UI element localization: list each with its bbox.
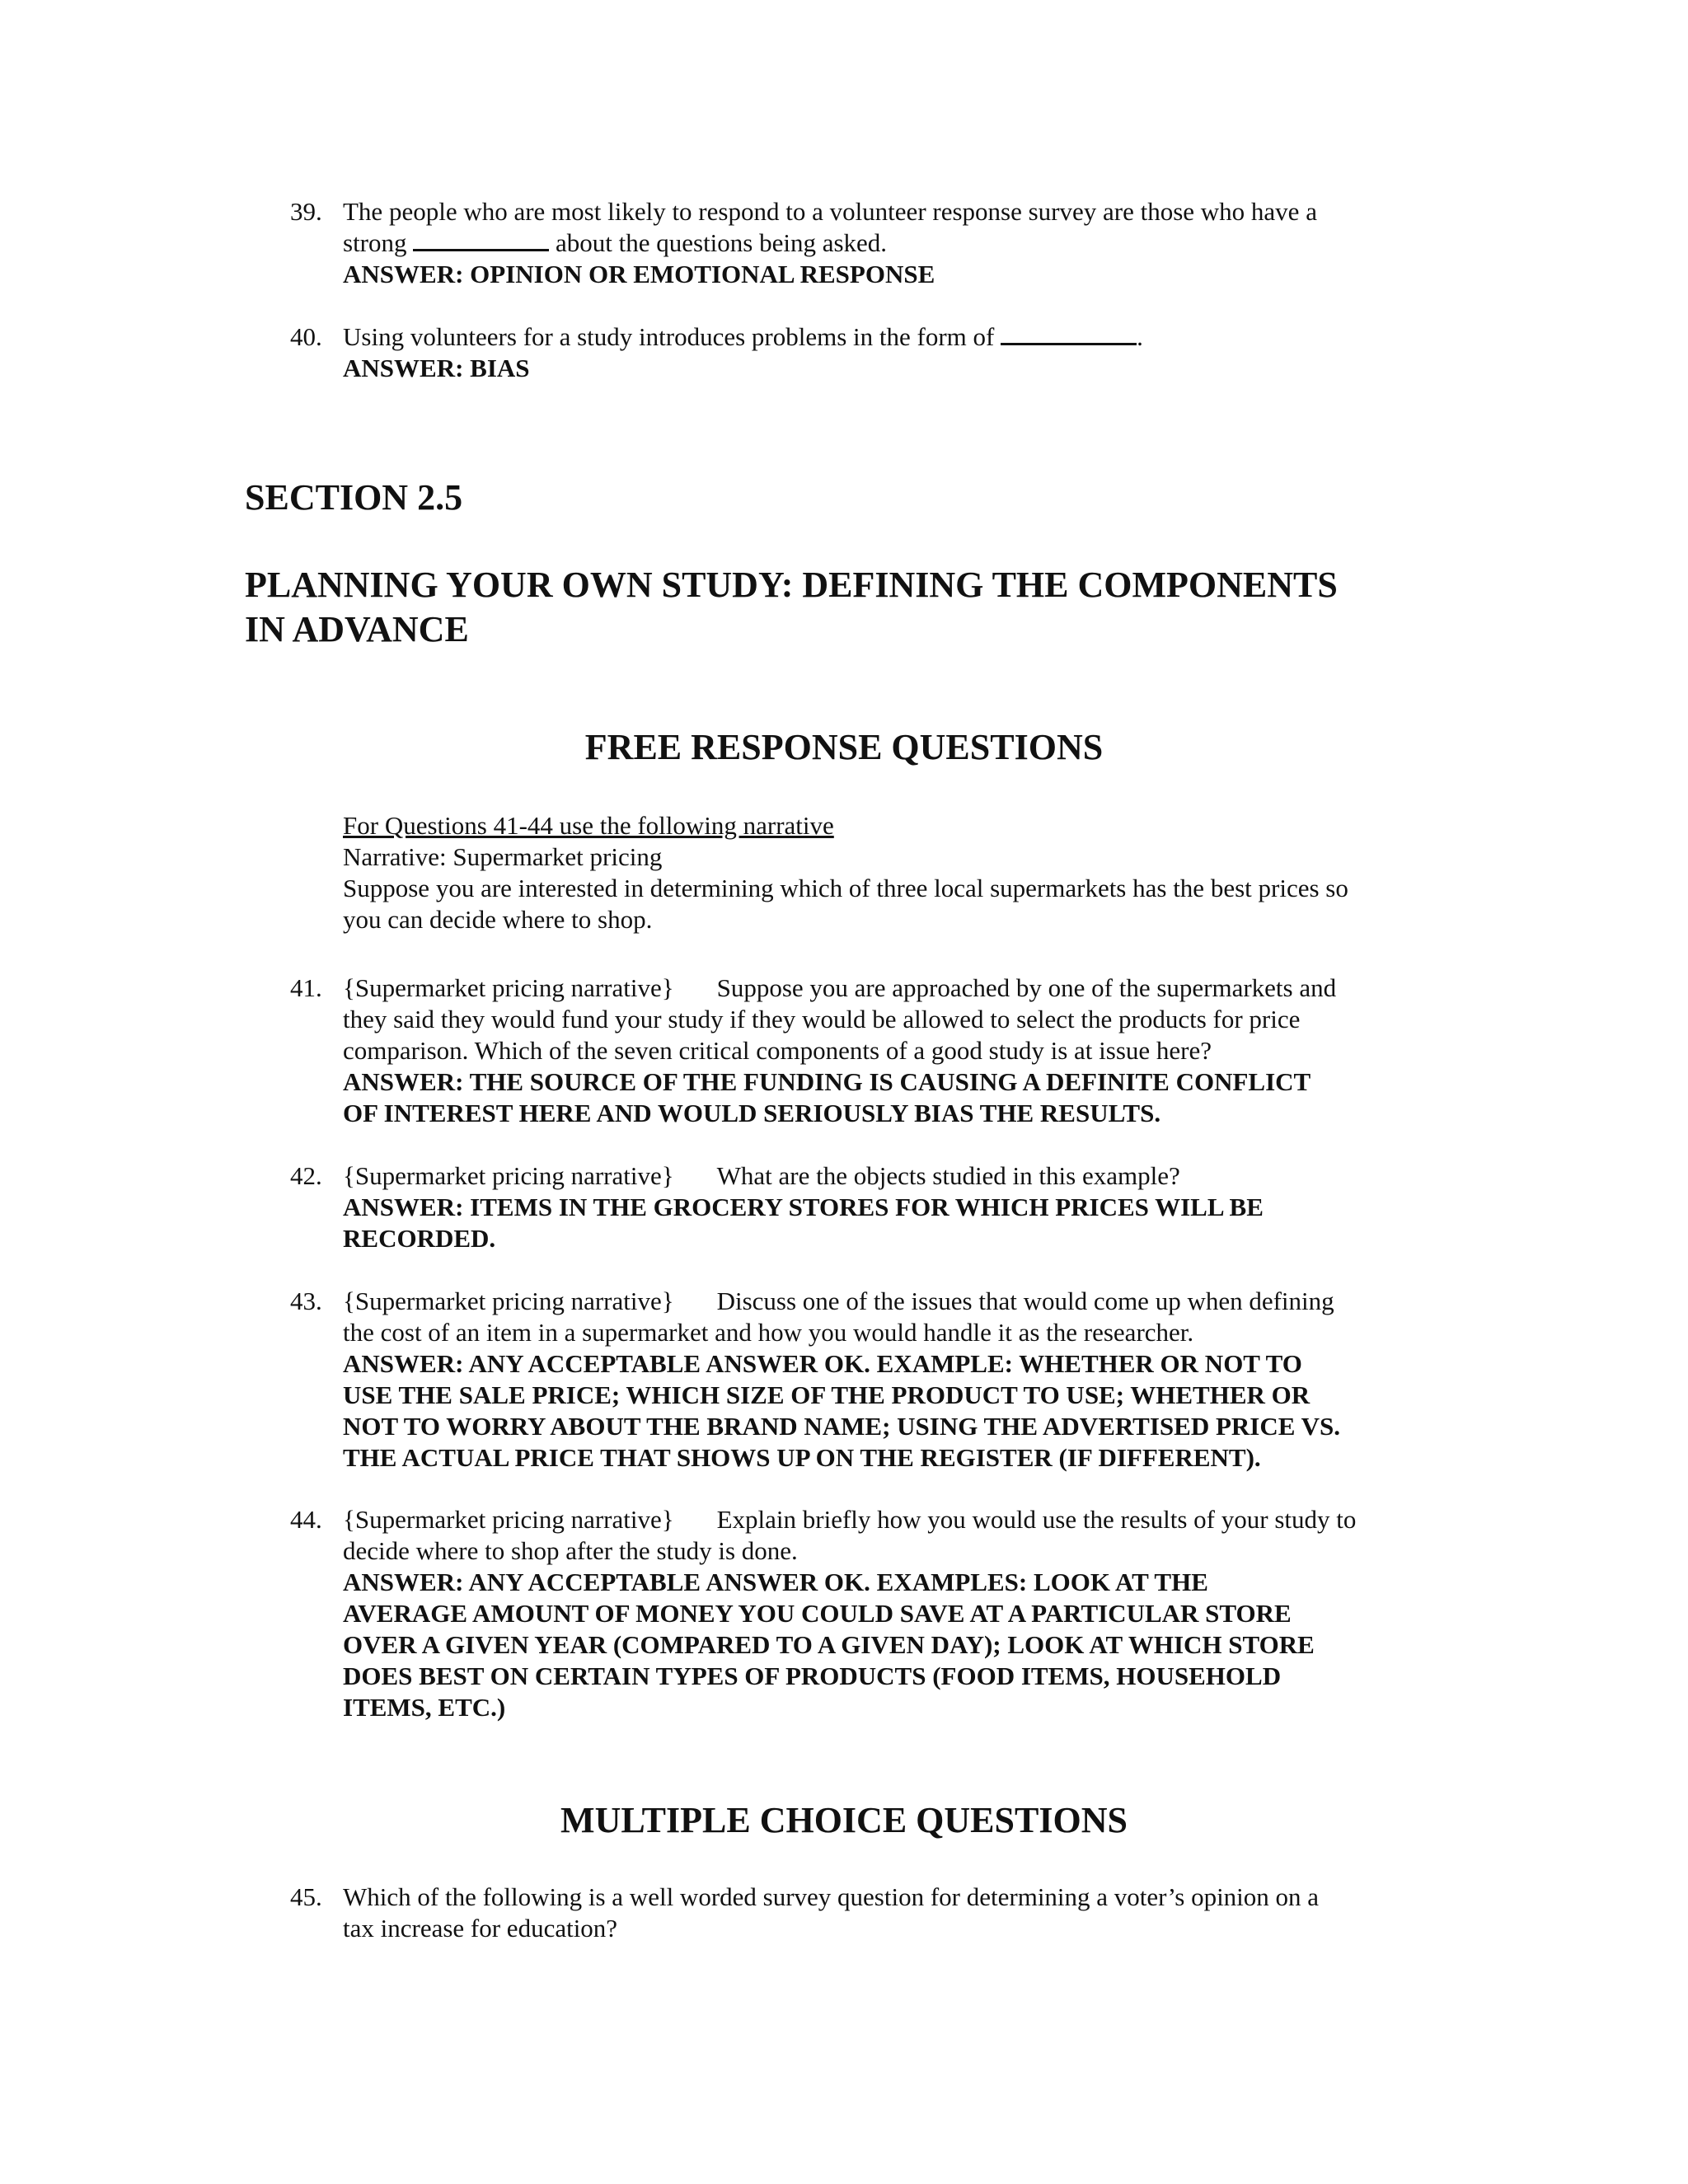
question-45-number: 45. bbox=[290, 1882, 322, 1911]
section-number: SECTION 2.5 bbox=[245, 477, 463, 518]
question-41-text-line1 bbox=[343, 972, 1414, 1004]
question-44-text-line2: decide where to shop after the study is done. bbox=[343, 1536, 798, 1565]
question-39-text-pre: strong bbox=[343, 228, 407, 257]
question-42-answer-line2: RECORDED. bbox=[343, 1224, 496, 1253]
question-39-text-line1: The people who are most likely to respond to a volunteer response survey are those who have a bbox=[343, 197, 1317, 226]
question-44-prompt: Explain briefly how you would use the results of your study to bbox=[716, 1505, 1357, 1534]
narrative-intro: For Questions 41-44 use the following narrative bbox=[343, 811, 834, 840]
narrative-block bbox=[343, 810, 1431, 935]
question-44-answer-line5: ITEMS, ETC.) bbox=[343, 1693, 506, 1722]
question-39-text-line2 bbox=[343, 227, 1414, 259]
question-43-prompt: Discuss one of the issues that would come up when defining bbox=[716, 1286, 1334, 1315]
question-44-answer-line2: AVERAGE AMOUNT OF MONEY YOU COULD SAVE AT A PARTICULAR STORE bbox=[343, 1599, 1292, 1628]
question-44-answer-line4: DOES BEST ON CERTAIN TYPES OF PRODUCTS (FOOD ITEMS, HOUSEHOLD bbox=[343, 1661, 1282, 1690]
question-41-prompt: Suppose you are approached by one of the supermarkets and bbox=[716, 973, 1337, 1002]
question-43-answer-line1: ANSWER: ANY ACCEPTABLE ANSWER OK. EXAMPLE: WHETHER OR NOT TO bbox=[343, 1349, 1302, 1378]
fill-in-blank bbox=[413, 227, 549, 251]
question-42-prompt: What are the objects studied in this example? bbox=[716, 1161, 1180, 1190]
question-44-number: 44. bbox=[290, 1505, 322, 1534]
free-response-heading: FREE RESPONSE QUESTIONS bbox=[584, 727, 1104, 767]
question-40-text bbox=[343, 321, 1414, 353]
narrative-tag: {Supermarket pricing narrative} bbox=[343, 1286, 674, 1315]
question-41-number: 41. bbox=[290, 973, 322, 1002]
question-43 bbox=[343, 1286, 1414, 1474]
question-43-text-line1 bbox=[343, 1286, 1414, 1317]
question-39 bbox=[343, 196, 1414, 290]
question-41-answer-line1: ANSWER: THE SOURCE OF THE FUNDING IS CAUSING A DEFINITE CONFLICT bbox=[343, 1067, 1311, 1096]
narrative-text-line1: Suppose you are interested in determining which of three local supermarkets has the best prices so bbox=[343, 874, 1348, 902]
question-40-number: 40. bbox=[290, 322, 322, 351]
question-43-answer-line2: USE THE SALE PRICE; WHICH SIZE OF THE PRODUCT TO USE; WHETHER OR bbox=[343, 1380, 1311, 1409]
question-42-number: 42. bbox=[290, 1161, 322, 1190]
question-41-text-line2: they said they would fund your study if they would be allowed to select the products for price bbox=[343, 1005, 1301, 1033]
question-43-number: 43. bbox=[290, 1286, 322, 1315]
question-45-text-line2: tax increase for education? bbox=[343, 1914, 618, 1943]
question-41 bbox=[343, 972, 1414, 1129]
question-43-text-line2: the cost of an item in a supermarket and how you would handle it as the researcher. bbox=[343, 1318, 1194, 1347]
narrative-title: Narrative: Supermarket pricing bbox=[343, 842, 663, 871]
narrative-tag: {Supermarket pricing narrative} bbox=[343, 973, 674, 1002]
question-39-number: 39. bbox=[290, 197, 322, 226]
multiple-choice-heading: MULTIPLE CHOICE QUESTIONS bbox=[560, 1800, 1128, 1840]
question-40-answer: ANSWER: BIAS bbox=[343, 354, 530, 382]
question-39-text-post: about the questions being asked. bbox=[556, 228, 888, 257]
question-44-answer-line1: ANSWER: ANY ACCEPTABLE ANSWER OK. EXAMPLES: LOOK AT THE bbox=[343, 1568, 1208, 1596]
question-41-text-line3: comparison. Which of the seven critical components of a good study is at issue here? bbox=[343, 1036, 1212, 1065]
question-40-text-post: . bbox=[1137, 322, 1143, 351]
section-title-line1: PLANNING YOUR OWN STUDY: DEFINING THE COMPONENTS bbox=[245, 565, 1338, 605]
question-45 bbox=[343, 1882, 1414, 1944]
question-42-text-line1 bbox=[343, 1160, 1414, 1192]
question-40 bbox=[343, 321, 1414, 384]
question-44-text-line1 bbox=[343, 1504, 1414, 1535]
narrative-tag: {Supermarket pricing narrative} bbox=[343, 1505, 674, 1534]
question-44-answer-line3: OVER A GIVEN YEAR (COMPARED TO A GIVEN DAY); LOOK AT WHICH STORE bbox=[343, 1630, 1315, 1659]
narrative-tag: {Supermarket pricing narrative} bbox=[343, 1161, 674, 1190]
question-40-text-pre: Using volunteers for a study introduces problems in the form of bbox=[343, 322, 995, 351]
narrative-text-line2: you can decide where to shop. bbox=[343, 905, 653, 934]
section-title-line2: IN ADVANCE bbox=[245, 609, 469, 649]
fill-in-blank bbox=[1001, 321, 1137, 345]
question-45-text-line1: Which of the following is a well worded survey question for determining a voter’s opinion on a bbox=[343, 1882, 1320, 1911]
question-43-answer-line4: THE ACTUAL PRICE THAT SHOWS UP ON THE REGISTER (IF DIFFERENT). bbox=[343, 1443, 1261, 1472]
question-39-answer: ANSWER: OPINION OR EMOTIONAL RESPONSE bbox=[343, 260, 935, 288]
question-42 bbox=[343, 1160, 1414, 1254]
question-43-answer-line3: NOT TO WORRY ABOUT THE BRAND NAME; USING THE ADVERTISED PRICE VS. bbox=[343, 1412, 1340, 1441]
question-42-answer-line1: ANSWER: ITEMS IN THE GROCERY STORES FOR WHICH PRICES WILL BE bbox=[343, 1193, 1264, 1221]
question-41-answer-line2: OF INTEREST HERE AND WOULD SERIOUSLY BIAS THE RESULTS. bbox=[343, 1099, 1161, 1127]
question-44 bbox=[343, 1504, 1414, 1723]
